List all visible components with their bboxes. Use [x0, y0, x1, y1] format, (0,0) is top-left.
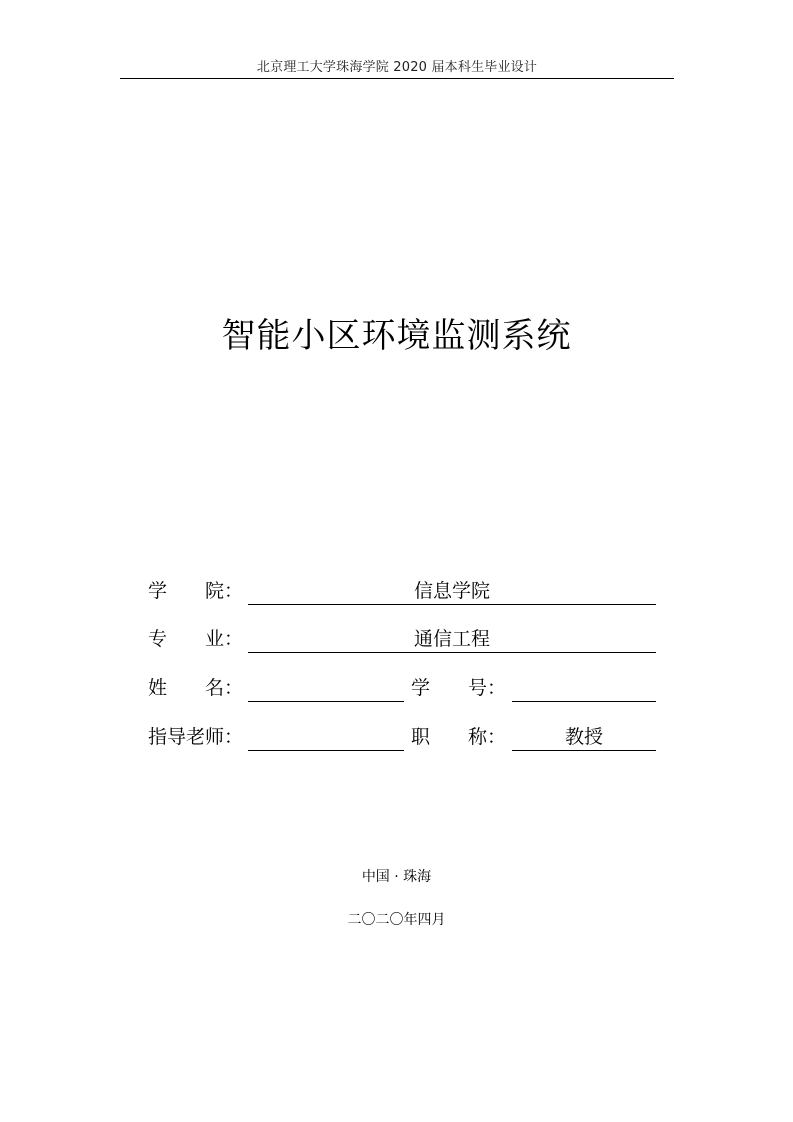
date-text: 二〇二〇年四月 — [347, 912, 446, 928]
advisor-title-field: 教授 — [512, 724, 656, 751]
location-text: 中国 · 珠海 — [361, 869, 432, 885]
advisor-title-label: 职 称： — [411, 726, 507, 748]
advisor-label: 指导老师： — [148, 726, 244, 748]
student-id-field — [512, 675, 656, 702]
student-id-label: 学 号： — [411, 677, 507, 699]
name-field — [248, 675, 404, 702]
college-label: 学 院： — [148, 580, 244, 602]
major-label: 专 业： — [148, 628, 244, 650]
page-header: 北京理工大学珠海学院 2020 届本科生毕业设计 — [120, 58, 674, 79]
thesis-title: 智能小区环境监测系统 — [221, 316, 572, 356]
major-field: 通信工程 — [248, 626, 656, 653]
advisor-field — [248, 724, 404, 751]
name-label: 姓 名： — [148, 677, 244, 699]
college-field: 信息学院 — [248, 578, 656, 605]
